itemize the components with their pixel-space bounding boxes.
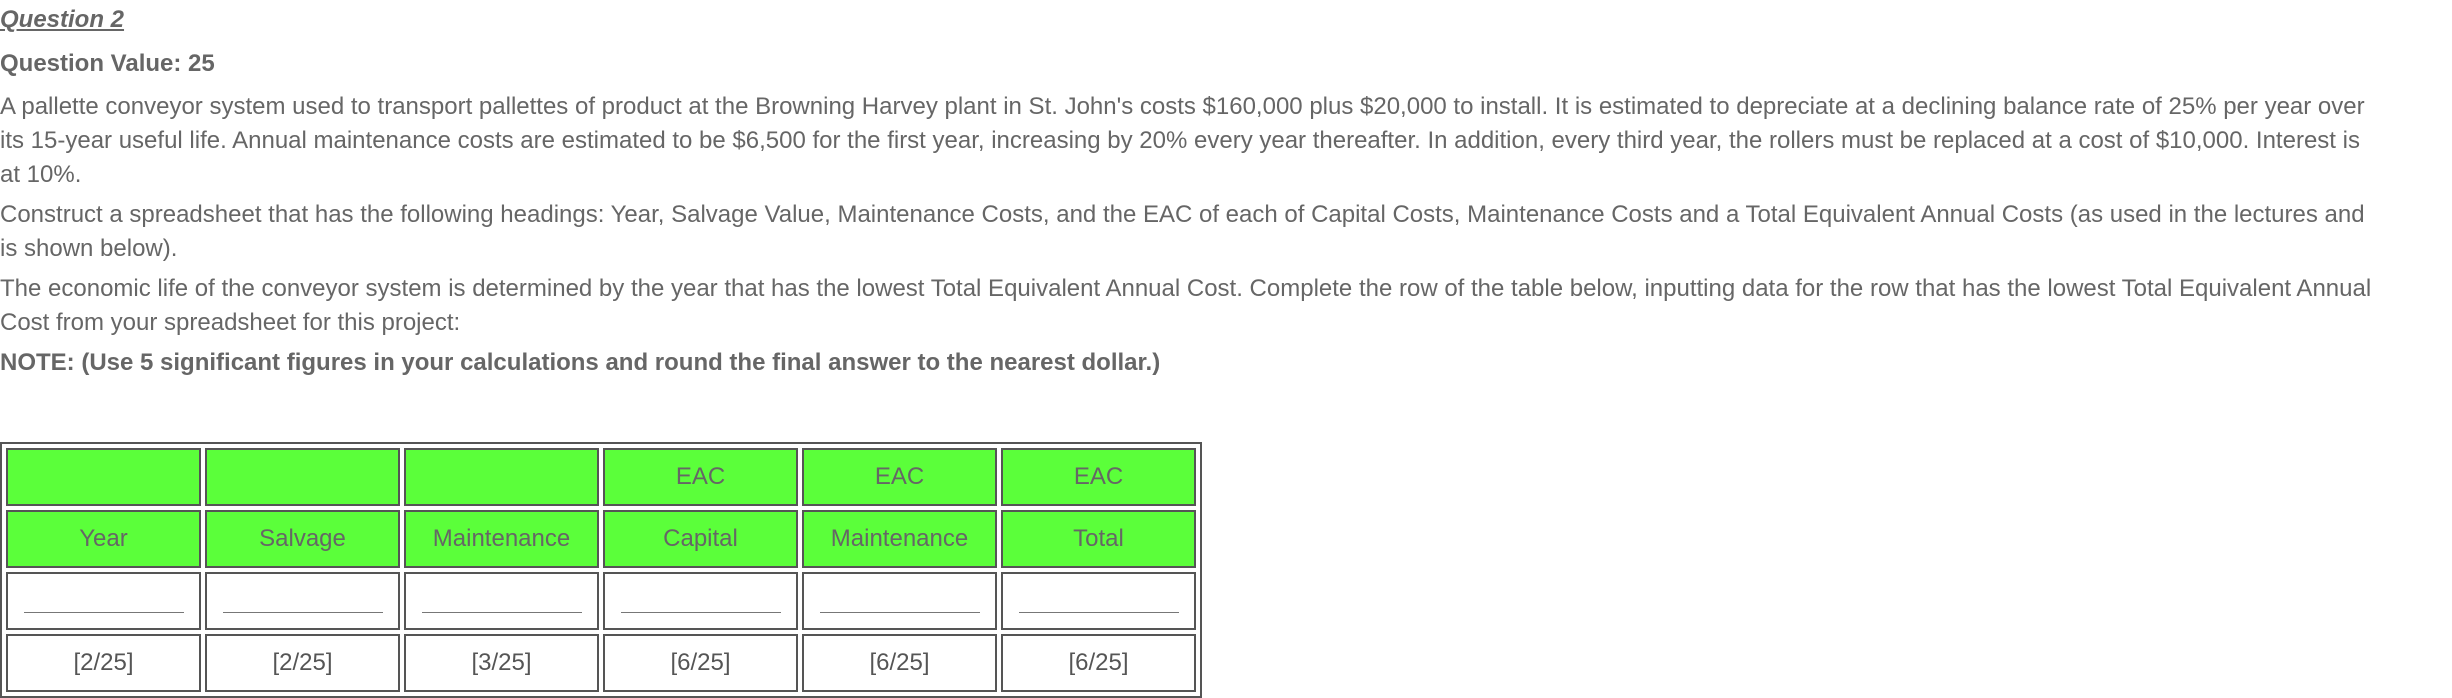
header-eac-total: Total <box>1001 510 1196 568</box>
header-eac-maintenance: Maintenance <box>802 510 997 568</box>
answer-table <box>0 442 1202 698</box>
question-paragraph-2: Construct a spreadsheet that has the following headings: Year, Salvage Value, Maintenance Costs, and the EAC of each of Capital Costs, Maintenance Costs and a Total Equivalent Annual Costs (as used in the lectures and is shown below). <box>0 201 2365 262</box>
header-eac-capital: Capital <box>603 510 798 568</box>
year-cell <box>6 572 201 630</box>
header-row-labels <box>6 510 1196 568</box>
question-note: NOTE: (Use 5 significant figures in your calculations and round the final answer to the nearest dollar.) <box>0 349 1161 376</box>
input-row <box>6 572 1196 630</box>
maintenance-cell <box>404 572 599 630</box>
header-maintenance: Maintenance <box>404 510 599 568</box>
header-row-eac <box>6 448 1196 506</box>
points-row <box>6 634 1196 692</box>
points-eac-capital: [6/25] <box>603 634 798 692</box>
question-paragraph-3: The economic life of the conveyor system is determined by the year that has the lowest Total Equivalent Annual Cost. Complete the row of the table below, inputting data for the row that has the lowest Total Equivalent Annual Cost from your spreadsheet for this project: <box>0 275 2372 336</box>
header-year: Year <box>6 510 201 568</box>
points-salvage: [2/25] <box>205 634 400 692</box>
question-value: Question Value: 25 <box>0 50 215 77</box>
salvage-cell <box>205 572 400 630</box>
header-salvage: Salvage <box>205 510 400 568</box>
points-eac-total: [6/25] <box>1001 634 1196 692</box>
eac-maintenance-cell <box>802 572 997 630</box>
maintenance-input[interactable] <box>422 612 582 613</box>
points-maintenance: [3/25] <box>404 634 599 692</box>
header-cell-eac: EAC <box>603 448 798 506</box>
header-cell-eac: EAC <box>802 448 997 506</box>
eac-capital-input[interactable] <box>621 612 781 613</box>
eac-total-input[interactable] <box>1019 612 1179 613</box>
header-cell <box>6 448 201 506</box>
points-eac-maintenance: [6/25] <box>802 634 997 692</box>
points-year: [2/25] <box>6 634 201 692</box>
year-input[interactable] <box>24 612 184 613</box>
eac-maintenance-input[interactable] <box>820 612 980 613</box>
salvage-input[interactable] <box>223 612 383 613</box>
question-paragraph-1: A pallette conveyor system used to transport pallettes of product at the Browning Harvey plant in St. John's costs $160,000 plus $20,000 to install. It is estimated to depreciate at a declining balance rate of 25% per year over its 15-year useful life. Annual maintenance costs are estimated to be $6,500 for the first year, increasing by 20% every year thereafter. In addition, every third year, the rollers must be replaced at a cost of $10,000. Interest is at 10%. <box>0 93 2365 188</box>
header-cell-eac: EAC <box>1001 448 1196 506</box>
eac-capital-cell <box>603 572 798 630</box>
eac-total-cell <box>1001 572 1196 630</box>
header-cell <box>404 448 599 506</box>
header-cell <box>205 448 400 506</box>
question-title: Question 2 <box>0 6 125 33</box>
